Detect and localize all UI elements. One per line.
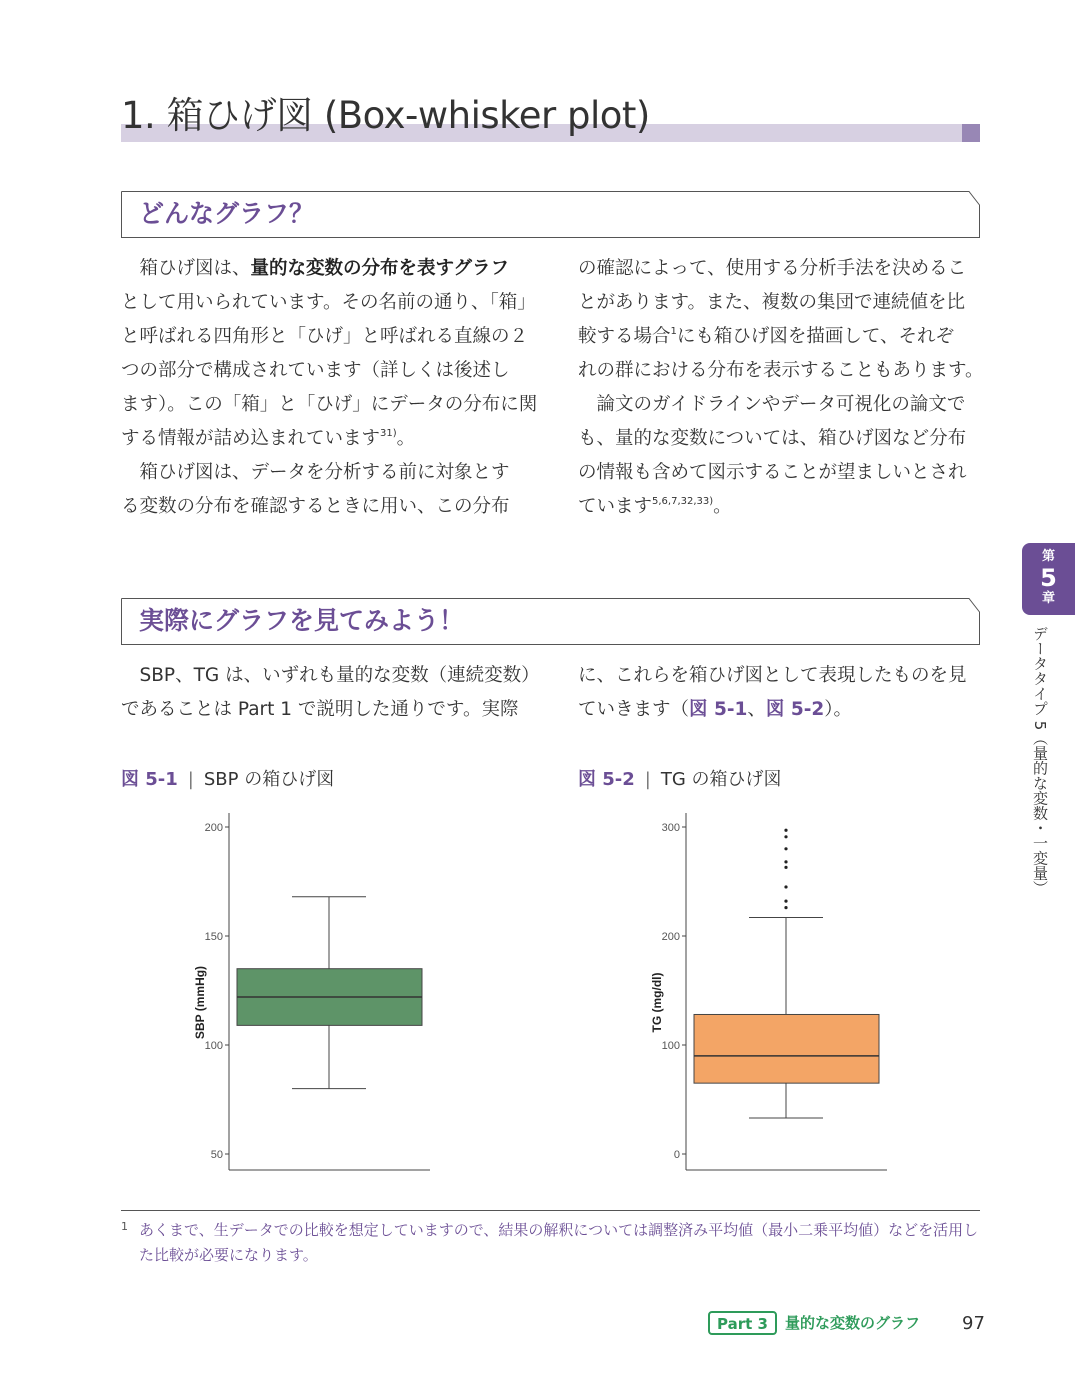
outlier-point xyxy=(784,866,787,869)
y-tick-label: 50 xyxy=(210,1149,223,1161)
y-tick-label: 150 xyxy=(204,931,223,943)
section-heading-box-1 xyxy=(121,191,981,238)
section-heading-2: 実際にグラフを見てみよう！ xyxy=(139,606,465,635)
outlier-point xyxy=(784,835,787,838)
chapter-vertical-title: データタイプ 5（量的な変数・一変量） xyxy=(1031,626,1049,896)
page-title: 1. 箱ひげ図 (Box-whisker plot) xyxy=(121,94,650,137)
outlier-point xyxy=(784,829,787,832)
footer-part-title: 量的な変数のグラフ xyxy=(785,1314,921,1332)
body-text-left-1: 箱ひげ図は、量的な変数の分布を表すグラフ として用いられています。その名前の通り、「箱」 と呼ばれる四角形と「ひげ」と呼ばれる直線の２ つの部分で構成されています（詳しくは後述し ます）。この「箱」と「ひげ」にデータの分布に関 する情報が詰め込まれています$^{31)}$。 箱ひげ図は、データを分析する前に対象とす る変数の分布を確認するときに用い、この分布 xyxy=(121,258,538,517)
y-axis-label: TG (mg/dl) xyxy=(650,972,664,1033)
page-number: 97 xyxy=(962,1313,985,1334)
body-text-left-2: SBP、TG は、いずれも量的な変数（連続変数） であることは Part 1 で説明した通りです。実際 xyxy=(121,665,540,720)
sbp-boxplot-chart xyxy=(180,805,450,1180)
footnote-rule xyxy=(121,1210,980,1211)
footer-part-badge: Part 3 xyxy=(708,1311,777,1335)
y-tick-label: 100 xyxy=(204,1040,223,1052)
figure-caption-2: 図 5-2 | TG の箱ひげ図 xyxy=(578,769,782,790)
title-bar-accent xyxy=(962,124,980,142)
footnote: 1 あくまで、生データでの比較を想定していますので、結果の解釈については調整済み平均値（最小二乗平均値）などを活用した比較が必要になります。 xyxy=(121,1220,979,1264)
chapter-tab: 第 5 章 xyxy=(1022,543,1075,615)
y-tick-label: 200 xyxy=(661,931,680,943)
section-heading-1: どんなグラフ？ xyxy=(139,199,315,228)
body-text-right-1: の確認によって、使用する分析手法を決めるこ とがあります。また、複数の集団で連続値を比 較する場合$^1$にも箱ひげ図を描画して、それぞ れの群における分布を表示することもあります。 論文のガイドラインやデータ可視化の論文で も、量的な変数については、箱ひげ図など分布 の情報も含めて図示することが望ましいとされ ています$^{5,6,7,32,33)}$。 xyxy=(578,258,984,517)
iqr-box xyxy=(694,1014,879,1083)
outlier-point xyxy=(784,847,787,850)
y-axis-label: SBP (mmHg) xyxy=(193,965,207,1040)
reference-superscript: 31) xyxy=(380,428,397,439)
y-tick-label: 300 xyxy=(661,822,680,834)
figure-caption-1: 図 5-1 | SBP の箱ひげ図 xyxy=(121,769,335,790)
y-tick-label: 100 xyxy=(661,1040,680,1052)
y-tick-label: 0 xyxy=(673,1149,680,1161)
outlier-point xyxy=(784,860,787,863)
footnote-superscript: 1 xyxy=(670,326,677,337)
y-tick-label: 200 xyxy=(204,822,223,834)
outlier-point xyxy=(784,885,787,888)
body-text-right-2: に、これらを箱ひげ図として表現したものを見 ていきます（図 5-1、図 5-2）。 xyxy=(578,665,967,720)
outlier-point xyxy=(784,900,787,903)
outlier-point xyxy=(784,906,787,909)
section-heading-box-2 xyxy=(121,598,981,645)
tg-boxplot-chart xyxy=(637,805,907,1180)
reference-superscript: 5,6,7,32,33) xyxy=(652,496,714,507)
